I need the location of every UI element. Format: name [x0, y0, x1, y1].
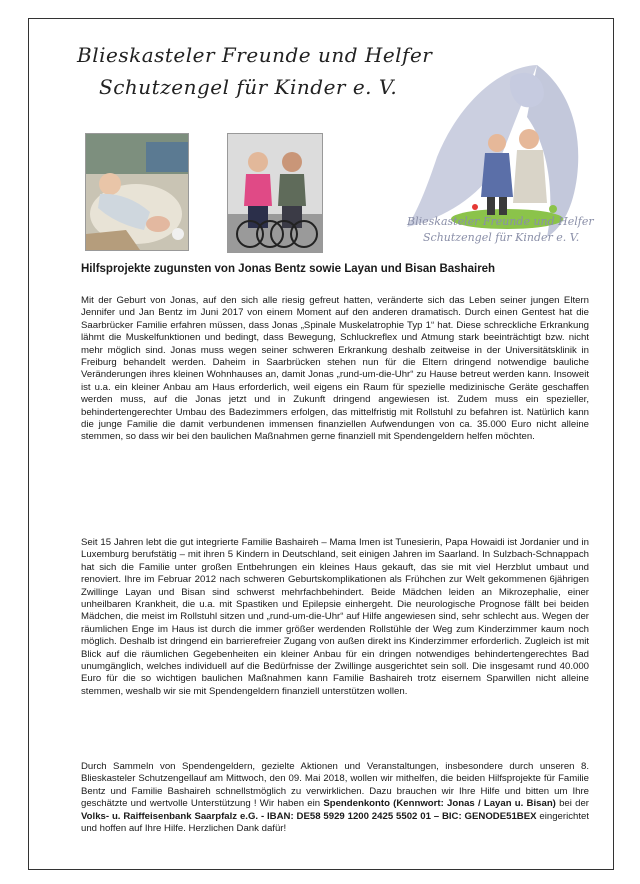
baby-photo [85, 133, 189, 251]
org-title [77, 39, 432, 103]
logo-text-line-1: Blieskasteler Freunde und Helfer [407, 215, 594, 228]
headline: Hilfsprojekte zugunsten von Jonas Bentz sowie Layan und Bisan Bashaireh [81, 263, 496, 275]
paragraph-jonas: Mit der Geburt von Jonas, auf den sich alle riesig gefreut hatten, veränderte sich das Leben seiner jungen Eltern Jennifer und Jan Bentz im Juni 2017 von einem Moment auf den anderen dramatisch. Durch einen Gentest hat die Saarbrücker Familie erfahren müssen, dass Jonas „Spinale Muskelatrophie Typ 1“ hat. Diese schreckliche Erkrankung lähmt die Muskelfunktionen und bedingt, dass Bewegung, Schluckreflex und Atmung stark beeinträchtigt bzw. nicht mehr möglich sind. Jonas muss wegen seiner schweren Erkrankung deshalb zeitweise in der Universitätsklinik in Freiburg behandelt werden. Daheim in Saarbrücken stehen nun für die Eltern dringend notwendige bauliche Veränderungen ihres kleinen Wohnhauses an, damit Jonas „rund-um-die-Uhr“ zu Hause betreut werden kann. Insoweit ist u.a. ein kleiner Anbau am Haus erforderlich, weil eigens ein Raum für spezielle medizinische Geräte geschaffen werden muss, auf die Jonas jetzt und in Zukunft dringend angewiesen ist. Zudem muss ein spezieller, behindertengerechter Umbau des Badezimmers erfolgen, das mittelfristig mit Rollstuhl zu befahren ist. Natürlich kann die junge Familie die damit verbundenen immensen finanziellen Aufwendungen von ca. 35.000 Euro nicht alleine stemmen, so dass wir bei den baulichen Maßnahmen gerne finanziell mit Spendengeldern helfen möchten. [81, 295, 589, 443]
org-title-line-1: Blieskasteler Freunde und Helfer [77, 43, 433, 67]
org-title-line-2: Schutzengel für Kinder e. V. [99, 75, 398, 99]
paragraph-donation [81, 761, 589, 835]
twins-wheelchairs-photo [227, 133, 323, 253]
donation-text-2: bei der [555, 798, 589, 810]
flyer-page [28, 18, 614, 870]
donation-text-3: eingerichtet und hoffen auf Ihre Hilfe. Herzlichen Dank dafür! [81, 810, 589, 835]
paragraph-bashaireh: Seit 15 Jahren lebt die gut integrierte Familie Bashaireh – Mama Imen ist Tunesierin, Papa Howaidi ist Jordanier und in Luxemburg berufstätig – mit ihren 5 Kindern in Deutschland, seit einigen Jahren im Saarland. In Sulzbach-Schnappach hat sich die Familie unter großen Entbehrungen ein kleines Haus gekauft, das sie mit viel Herzblut umbaut und renoviert. Ihre im Februar 2012 nach schweren Geburtskomplikationen als Frühchen zur Welt gekommenen 6jährigen Zwillinge Layan und Bisan sind schwerst mehrfachbehindert. Beide Mädchen leiden an Mikrozephalie, einer unheilbaren Krankheit, die u.a. mit Spastiken und Epilepsie einhergeht. Die neurologische Prognose fällt bei beiden Mädchen, die meist im Rollstuhl sitzen und „rund-um-die-Uhr“ auf Hilfe angewiesen sind, sehr schlecht aus. Wegen der räumlichen Enge im Haus ist durch die immer größer werdenden Rollstühle der Weg zum Kinderzimmer kaum noch möglich. Deshalb ist dringend ein barrierefreier Zugang von außen direkt ins Kinderzimmer erforderlich. Zugleich ist mit Blick auf die räumlichen Gegebenheiten ein kleiner Anbau für ein dringen notwendiges behindertengerechtes Bad unumgänglich, welches individuell auf die Bedürfnisse der Zwillinge ausgerichtet sein soll. Die insgesamt rund 40.000 Euro für die so wichtigen baulichen Maßnahmen kann Familie Bashaireh trotz eisernem Sparwillen nicht alleine stemmen, weshalb wir sie mit Spendengeldern finanziell unterstützen wollen. [81, 537, 589, 697]
donation-account: Spendenkonto (Kennwort: Jonas / Layan u. Bisan) [323, 798, 556, 810]
donation-text-1: Durch Sammeln von Spendengeldern, gezielte Aktionen und Veranstaltungen, insbesondere durch unseren 8. Blieskasteler Schutzengellauf am Mittwoch, den 09. Mai 2018, wollen wir mithelfen, die beiden Hilfsprojekte für Familie Bentz und Familie Bashaireh schnellstmöglich zu verwirklichen. Dazu brauchen wir Ihre Hilfe und bitten um Ihre geschätzte und wertvolle Unterstützung ! Wir haben ein [81, 761, 589, 810]
logo-text-line-2: Schutzengel für Kinder e. V. [423, 231, 580, 244]
bank-details: Volks- u. Raiffeisenbank Saarpfalz e.G. - IBAN: DE58 5929 1200 2425 5502 01 – BIC: GENODE51BEX [81, 810, 537, 822]
